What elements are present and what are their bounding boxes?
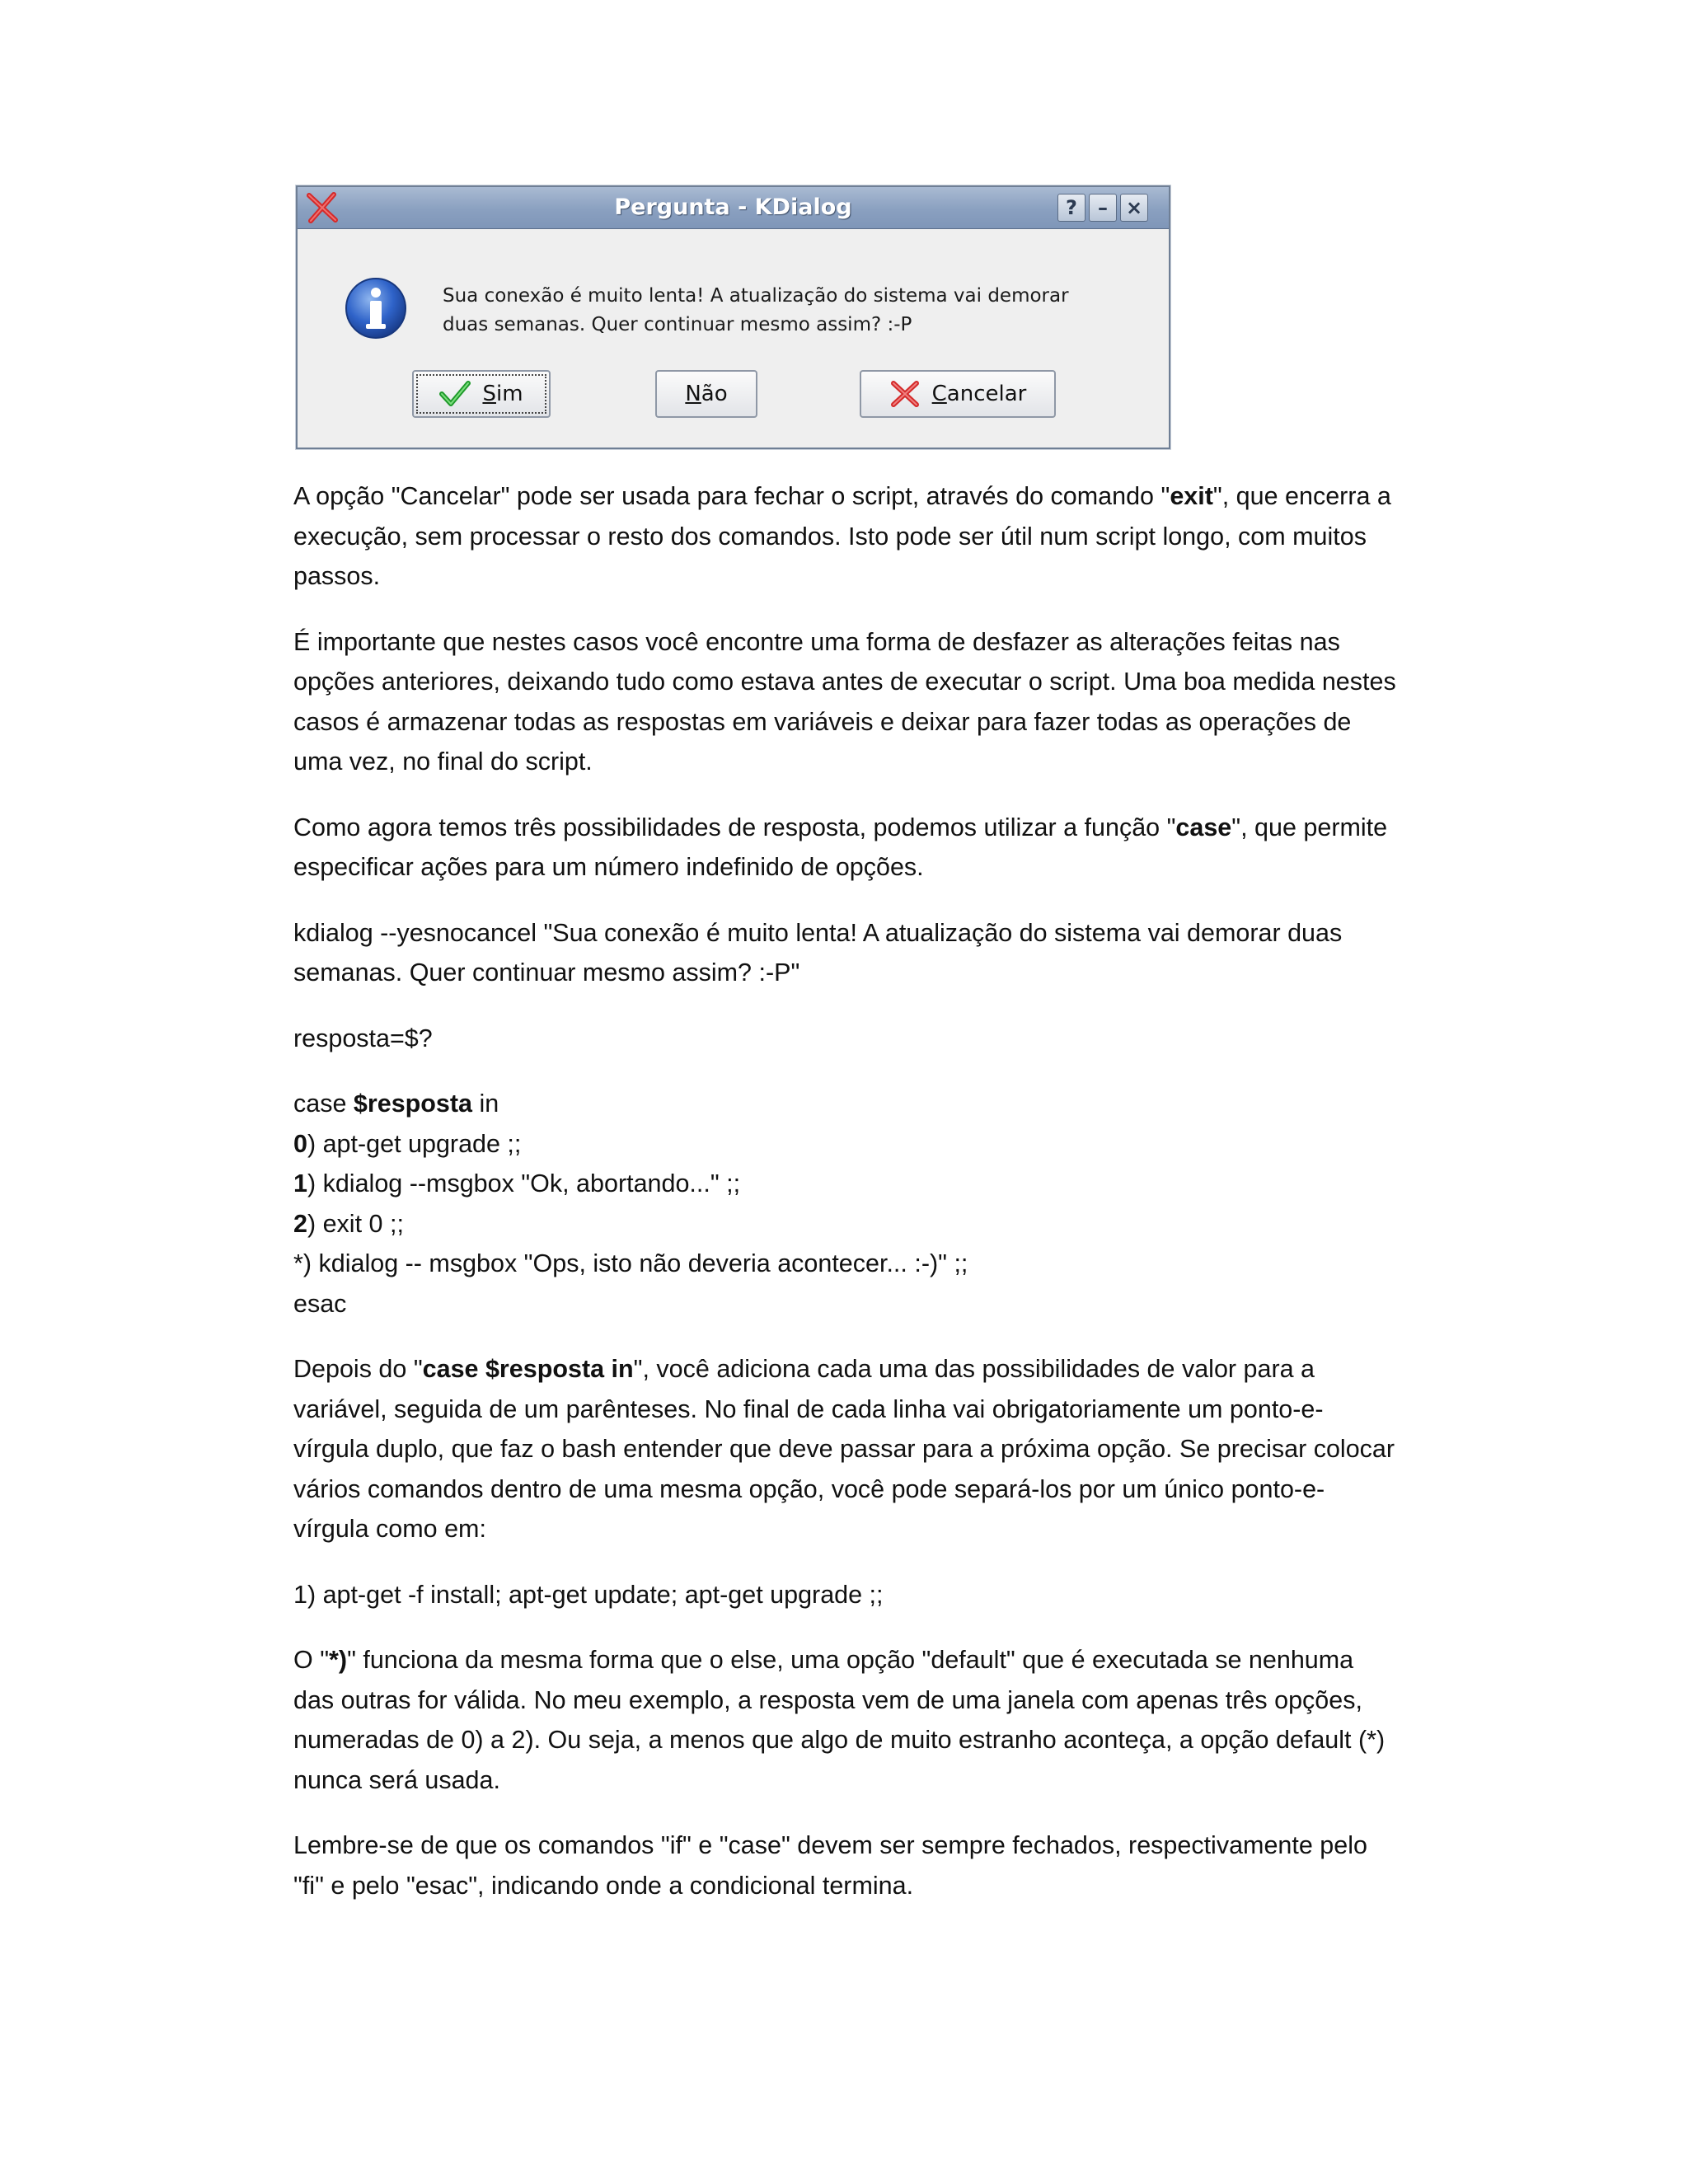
article-body <box>293 476 1398 1931</box>
no-button[interactable] <box>655 370 757 418</box>
help-button[interactable]: ? <box>1057 194 1085 222</box>
paragraph-default-option: O "*)" funciona da mesma forma que o else, uma opção "default" que é executada se nenhuma das outras for válida. No meu exemplo, a resposta vem de uma janela com apenas três opções, numeradas de 0) a 2). Ou seja, a menos que algo de muito estranho aconteça, a opção default (*) nunca será usada. <box>293 1646 1386 1794</box>
cancel-label: Cancelar <box>931 382 1027 406</box>
titlebar <box>298 187 1169 229</box>
paragraph-case-explanation: Depois do "case $resposta in", você adiciona cada uma das possibilidades de valor para a variável, seguida de um parênteses. No final de cada linha vai obrigatoriamente um ponto-e-vírgula duplo, que faz o bash entender que deve passar para a próxima opção. Se precisar colocar vários comandos dentro de uma mesma opção, você pode separá-los por um único ponto-e-vírgula como em: <box>293 1355 1395 1543</box>
info-icon <box>344 276 408 340</box>
paragraph-case-intro: Como agora temos três possibilidades de resposta, podemos utilizar a função "case", que permite especificar ações para um número indefinido de opções. <box>293 813 1388 881</box>
minimize-button[interactable]: – <box>1089 194 1117 222</box>
kdialog-window <box>296 185 1170 449</box>
code-line: 2) exit 0 ;; <box>293 1209 404 1238</box>
paragraph-kdialog-command: kdialog --yesnocancel "Sua conexão é muito lenta! A atualização do sistema vai demorar duas semanas. Quer continuar mesmo assim? :-P" <box>293 918 1343 987</box>
code-line: case $resposta in <box>293 1090 499 1118</box>
window-title: Pergunta - KDialog <box>614 194 852 220</box>
paragraph-closing-note: Lembre-se de que os comandos "if" e "case" devem ser sempre fechados, respectivamente pelo "fi" e pelo "esac", indicando onde a condicional termina. <box>293 1831 1367 1900</box>
no-label: Não <box>685 382 728 406</box>
code-line: 1) kdialog --msgbox "Ok, abortando..." ;; <box>293 1169 741 1197</box>
code-line: *) kdialog -- msgbox "Ops, isto não deveria acontecer... :-)" ;; <box>293 1249 968 1277</box>
yes-label: Sim <box>482 382 523 406</box>
cancel-button[interactable] <box>860 370 1056 418</box>
paragraph-resposta-var: resposta=$? <box>293 1024 433 1052</box>
paragraph-cancel-exit: A opção "Cancelar" pode ser usada para fechar o script, através do comando "exit", que encerra a execução, sem processar o resto dos comandos. Isto pode ser útil num script longo, com muitos passos. <box>293 482 1391 590</box>
yes-button[interactable] <box>412 370 551 418</box>
paragraph-undo-changes: É importante que nestes casos você encontre uma forma de desfazer as alterações feitas nas opções anteriores, deixando tudo como estava antes de executar o script. Uma boa medida nestes casos é armazenar todas as respostas em variáveis e deixar para fazer todas as operações de uma vez, no final do script. <box>293 627 1396 776</box>
check-icon <box>439 380 471 408</box>
cancel-x-icon <box>889 380 921 408</box>
close-button[interactable]: × <box>1120 194 1148 222</box>
code-line: esac <box>293 1289 347 1318</box>
code-line: 0) apt-get upgrade ;; <box>293 1129 522 1158</box>
dialog-message: Sua conexão é muito lenta! A atualização do sistema vai demorar duas semanas. Quer continuar mesmo assim? :-P <box>443 285 1069 335</box>
paragraph-multi-command-example: 1) apt-get -f install; apt-get update; apt-get upgrade ;; <box>293 1580 884 1609</box>
case-code-block <box>293 1084 1398 1324</box>
